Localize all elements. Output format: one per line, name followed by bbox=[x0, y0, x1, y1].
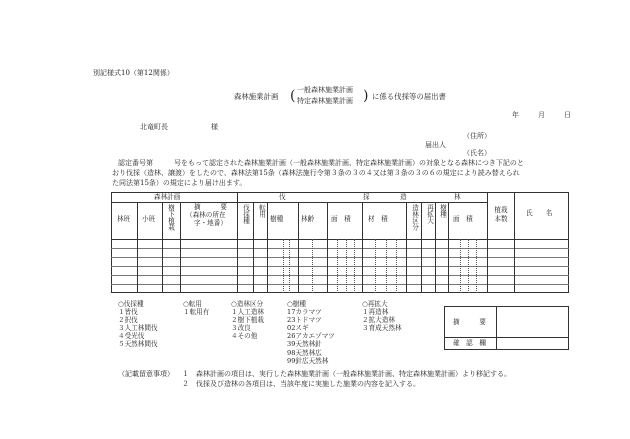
summary-box bbox=[444, 306, 569, 350]
th-species: 樹種 bbox=[270, 215, 284, 223]
summary-box-label: 摘 要 bbox=[453, 318, 486, 326]
title-suffix: に係る伐採等の届出書 bbox=[372, 92, 446, 101]
title-paren-open: ( bbox=[290, 88, 296, 104]
applicant-address: （住所） bbox=[463, 132, 491, 140]
legend-species: ○樹種 17カラマツ 23トドマツ 02スギ 26アカエゾマツ 39天然林針 98天然林広 99針広天然林 bbox=[287, 300, 335, 365]
legend-saikakudai: ○再拡大 １再造林 ２拡大造林 ３育成天然林 bbox=[362, 300, 402, 333]
th-area2: 面 積 bbox=[453, 215, 473, 223]
th-zorin-type: 造林区分 bbox=[410, 204, 419, 231]
th-group-rin: 林 bbox=[454, 193, 461, 201]
th-rinpan: 林班 bbox=[117, 215, 131, 223]
notes-label: （記載留意事項） bbox=[118, 370, 174, 378]
th-shohan: 小班 bbox=[142, 215, 156, 223]
th-group-pick: 採 bbox=[363, 193, 370, 201]
th-forest-plan: 森林計画 bbox=[154, 193, 181, 201]
th-summary-note1: （森林の所在 bbox=[186, 211, 226, 219]
legend-convert: ○転用 １転用有 bbox=[183, 300, 210, 317]
th-area: 面 積 bbox=[331, 215, 351, 223]
th-jushitazan: 樹下植栽 bbox=[166, 204, 175, 231]
confirm-label: 確 認 欄 bbox=[453, 339, 486, 347]
th-summary-note2: 字・地番） bbox=[194, 219, 227, 227]
th-name: 氏 名 bbox=[526, 209, 553, 217]
legend-cut-type: ○伐採種 １皆伐 ２択伐 ３人工林間伐 ４受光伐 ５天然林間伐 bbox=[118, 300, 158, 349]
note-2: ２ 伐採及び造林の各項目は、当該年度に実施した施業の内容を記入する。 bbox=[182, 380, 420, 388]
title-plan-a: 一般森林施業計画 bbox=[297, 86, 353, 94]
th-volume: 材 積 bbox=[368, 215, 388, 223]
applicant-label: 届出人 bbox=[425, 141, 446, 149]
note-1: １ 森林計画の項目は、実行した森林施業計画（一般森林施業計画、特定森林施業計画）より移記する。 bbox=[182, 370, 511, 378]
th-convert: 転用 bbox=[257, 204, 266, 218]
applicant-name: （氏名） bbox=[463, 149, 491, 157]
th-group-zo: 造 bbox=[400, 193, 407, 201]
form-id: 別記様式10（第12関係） bbox=[93, 69, 174, 77]
title-plan-b: 特定森林施業計画 bbox=[297, 97, 353, 105]
body-line-3: た同法第15条）の規定により届け出ます。 bbox=[112, 179, 247, 187]
th-cut-type: 伐採種 bbox=[241, 204, 250, 224]
body-line-2: おり伐採（造林、譲渡）をしたので、森林法第15条（森林法施行令第３条の３の４又は第３条の３の６の規定により読み替えられ bbox=[112, 169, 520, 177]
th-group-cut: 伐 bbox=[279, 193, 286, 201]
th-age: 林齢 bbox=[301, 215, 315, 223]
date-month: 月 bbox=[538, 111, 545, 119]
date-day: 日 bbox=[564, 111, 571, 119]
th-summary: 摘 要 bbox=[194, 203, 227, 211]
addressee-honorific: 様 bbox=[211, 123, 218, 131]
th-species2: 樹種 bbox=[438, 204, 447, 218]
th-saikakudai: 再拡大 bbox=[425, 204, 434, 224]
body-line-1: 認定番号第 号をもって認定された森林施業計画（一般森林施業計画、特定森林施業計画）の対象となる森林につき下記のと bbox=[118, 159, 524, 167]
legend-zorin: ○造林区分 １人工造林 ２樹下植栽 ３改良 ４その他 bbox=[231, 300, 264, 341]
addressee-name: 北竜町長 bbox=[140, 123, 168, 131]
th-seedlings: 植栽本数 bbox=[494, 206, 508, 223]
title-paren-close: ) bbox=[363, 88, 369, 104]
date-year: 年 bbox=[512, 111, 519, 119]
title-prefix: 森林施業計画 bbox=[234, 92, 279, 101]
